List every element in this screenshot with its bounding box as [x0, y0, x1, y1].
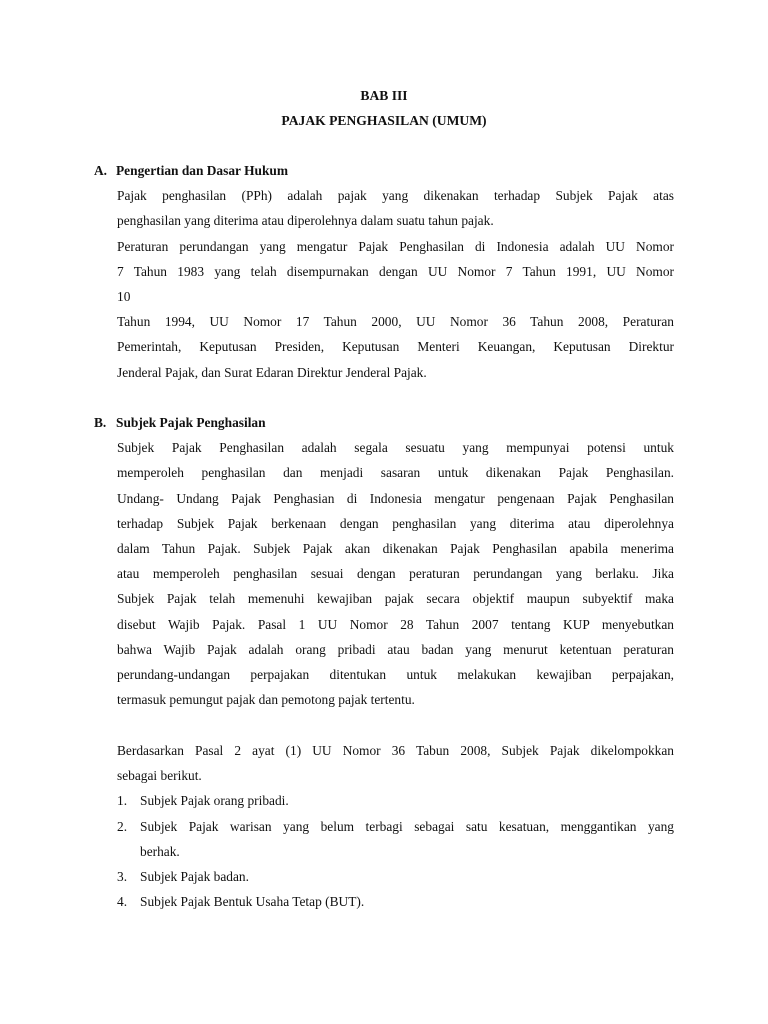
section-b-line: disebut Wajib Pajak. Pasal 1 UU Nomor 28 Tahun 2007 tentang KUP menyebutkan: [117, 617, 674, 632]
list-item-text: Subjek Pajak orang pribadi.: [140, 793, 289, 808]
list-item-number: 1.: [117, 793, 128, 808]
list-item-text: berhak.: [140, 844, 180, 859]
list-item-text: Subjek Pajak Bentuk Usaha Tetap (BUT).: [140, 894, 365, 909]
section-b-intro-line: Berdasarkan Pasal 2 ayat (1) UU Nomor 36 Tabun 2008, Subjek Pajak dikelompokkan: [117, 743, 674, 758]
section-a-line: 10: [117, 289, 131, 304]
list-item-number: 2.: [117, 819, 128, 834]
section-a-line: penghasilan yang diterima atau diperolehnya dalam suatu tahun pajak.: [117, 213, 494, 228]
list-item-text: Subjek Pajak warisan yang belum terbagi sebagai satu kesatuan, menggantikan yang: [140, 819, 674, 834]
section-b-line: termasuk pemungut pajak dan pemotong pajak tertentu.: [117, 692, 415, 707]
section-a-line: Peraturan perundangan yang mengatur Pajak Penghasilan di Indonesia adalah UU Nomor: [117, 239, 674, 254]
section-b-line: dalam Tahun Pajak. Subjek Pajak akan dikenakan Pajak Penghasilan apabila menerima: [117, 541, 674, 556]
section-a-line: Pajak penghasilan (PPh) adalah pajak yang dikenakan terhadap Subjek Pajak atas: [117, 188, 674, 203]
section-a-line: Tahun 1994, UU Nomor 17 Tahun 2000, UU Nomor 36 Tahun 2008, Peraturan: [117, 314, 674, 329]
section-b-title-text: Subjek Pajak Penghasilan: [116, 415, 266, 430]
section-b-line: atau memperoleh penghasilan sesuai dengan peraturan perundangan yang berlaku. Jika: [117, 566, 674, 581]
section-a-letter: A.: [94, 163, 108, 178]
section-b-line: perundang-undangan perpajakan ditentukan untuk melakukan kewajiban perpajakan,: [117, 667, 674, 682]
section-b-line: Undang- Undang Pajak Penghasian di Indonesia mengatur pengenaan Pajak Penghasilan: [117, 491, 674, 506]
section-b-line: bahwa Wajib Pajak adalah orang pribadi atau badan yang menurut ketentuan peraturan: [117, 642, 674, 657]
section-a-title-text: Pengertian dan Dasar Hukum: [116, 163, 288, 178]
list-item-number: 4.: [117, 894, 128, 909]
section-b-letter: B.: [94, 415, 107, 430]
list-item-number: 3.: [117, 869, 128, 884]
section-b-line: terhadap Subjek Pajak berkenaan dengan penghasilan yang diterima atau diperolehnya: [117, 516, 674, 531]
list-item-text: Subjek Pajak badan.: [140, 869, 249, 884]
section-b-intro-line: sebagai berikut.: [117, 768, 202, 783]
chapter-title: PAJAK PENGHASILAN (UMUM): [281, 113, 487, 128]
section-b-title: [94, 415, 266, 431]
section-a-title: [94, 163, 288, 179]
section-b-line: Subjek Pajak Penghasilan adalah segala sesuatu yang mempunyai potensi untuk: [117, 440, 674, 455]
chapter-heading: BAB III: [360, 88, 408, 103]
section-b-line: Subjek Pajak telah memenuhi kewajiban pajak secara objektif maupun subyektif maka: [117, 591, 674, 606]
section-a-line: 7 Tahun 1983 yang telah disempurnakan dengan UU Nomor 7 Tahun 1991, UU Nomor: [117, 264, 674, 279]
section-a-line: Jenderal Pajak, dan Surat Edaran Direktur Jenderal Pajak.: [117, 365, 427, 380]
section-a-line: Pemerintah, Keputusan Presiden, Keputusan Menteri Keuangan, Keputusan Direktur: [117, 339, 674, 354]
section-b-line: memperoleh penghasilan dan menjadi sasaran untuk dikenakan Pajak Penghasilan.: [117, 465, 674, 480]
